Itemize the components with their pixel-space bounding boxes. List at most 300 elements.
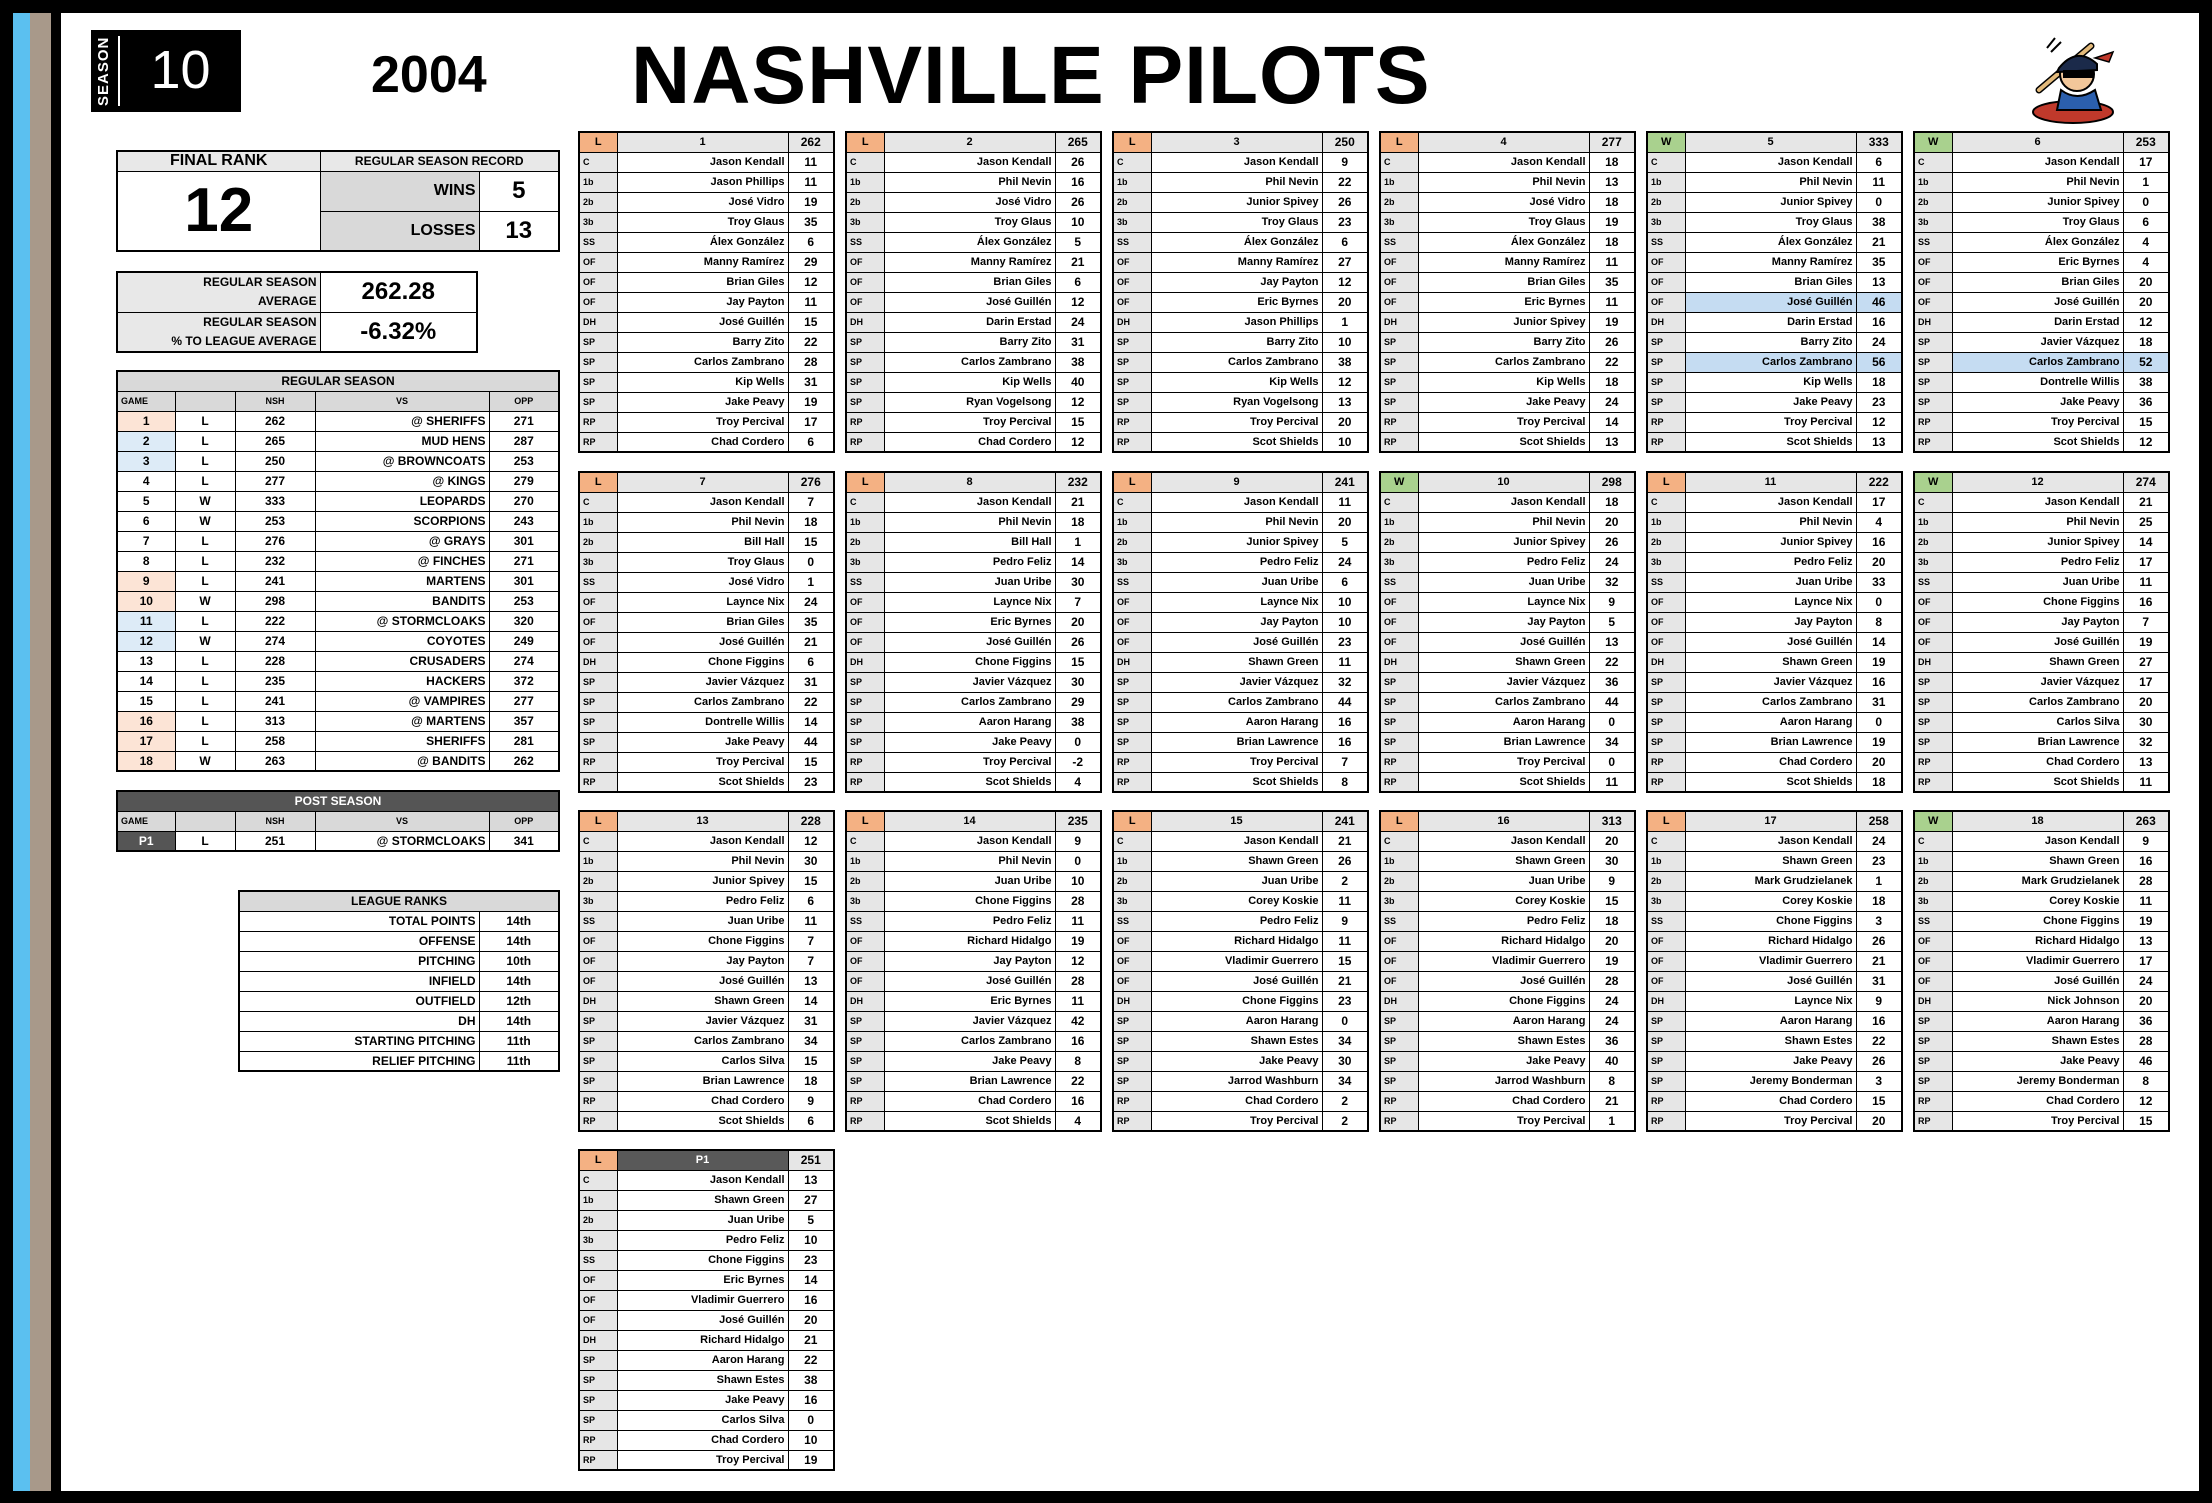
post-header-cell: NSH <box>235 811 315 831</box>
player-row <box>846 432 1101 452</box>
player-position: SP <box>1380 372 1418 392</box>
player-points: 19 <box>1856 732 1902 752</box>
player-position: SP <box>846 332 884 352</box>
scoresheet <box>61 13 2199 1491</box>
player-row <box>1113 931 1368 951</box>
game-result-badge: L <box>846 811 884 831</box>
player-position: SP <box>1380 1051 1418 1071</box>
player-position: SP <box>1647 712 1685 732</box>
player-points: 11 <box>1322 652 1368 672</box>
player-name: Chad Cordero <box>617 1091 788 1111</box>
player-name: Jake Peavy <box>617 732 788 752</box>
player-row <box>1380 372 1635 392</box>
player-name: Juan Uribe <box>1151 871 1322 891</box>
player-row <box>1914 252 2169 272</box>
player-row <box>1914 152 2169 172</box>
player-position: SS <box>1914 911 1952 931</box>
ranks-value: 14th <box>479 1011 559 1031</box>
player-name: Scot Shields <box>1685 432 1856 452</box>
player-points: 14 <box>788 1270 834 1290</box>
player-position: RP <box>1914 752 1952 772</box>
player-row <box>846 652 1101 672</box>
game-result-badge: W <box>1647 132 1685 152</box>
player-name: Jason Kendall <box>1952 492 2123 512</box>
player-points: 11 <box>788 911 834 931</box>
player-row <box>846 871 1101 891</box>
player-row <box>1914 772 2169 792</box>
player-position: RP <box>1113 772 1151 792</box>
player-position: RP <box>1113 1091 1151 1111</box>
player-points: 24 <box>1589 392 1635 412</box>
player-position: SP <box>846 672 884 692</box>
player-position: OF <box>579 252 617 272</box>
post-header-blank <box>175 811 235 831</box>
player-points: 35 <box>788 612 834 632</box>
player-points: 6 <box>788 652 834 672</box>
player-points: 52 <box>2123 352 2169 372</box>
player-row <box>1113 232 1368 252</box>
player-name: Troy Percival <box>617 412 788 432</box>
player-row <box>1647 632 1902 652</box>
player-name: Pedro Feliz <box>617 891 788 911</box>
player-points: 20 <box>2123 692 2169 712</box>
player-name: Shawn Green <box>617 991 788 1011</box>
game-total: 276 <box>788 472 834 492</box>
player-row <box>846 991 1101 1011</box>
player-row <box>579 1390 834 1410</box>
game-box-16 <box>1379 810 1636 1132</box>
player-position: 3b <box>1914 891 1952 911</box>
player-name: Carlos Zambrano <box>1418 352 1589 372</box>
player-row <box>579 332 834 352</box>
player-row <box>579 851 834 871</box>
player-points: 18 <box>2123 332 2169 352</box>
player-points: 36 <box>2123 392 2169 412</box>
player-name: Carlos Silva <box>617 1051 788 1071</box>
player-points: 20 <box>1856 1111 1902 1131</box>
player-name: Carlos Zambrano <box>1952 692 2123 712</box>
player-row <box>1647 272 1902 292</box>
player-name: Javier Vázquez <box>617 672 788 692</box>
player-position: 1b <box>846 172 884 192</box>
player-row <box>846 1111 1101 1131</box>
game-total: 298 <box>1589 472 1635 492</box>
player-position: SS <box>1113 232 1151 252</box>
player-points: 13 <box>788 971 834 991</box>
player-points: 9 <box>788 1091 834 1111</box>
reg-nsh: 262 <box>235 411 315 431</box>
player-points: 15 <box>1055 652 1101 672</box>
player-position: SP <box>579 1011 617 1031</box>
player-row <box>1380 931 1635 951</box>
player-name: Álex González <box>884 232 1055 252</box>
player-position: 2b <box>1914 871 1952 891</box>
player-position: OF <box>1914 971 1952 991</box>
reg-row <box>117 691 559 711</box>
player-row <box>1647 372 1902 392</box>
player-name: Jason Kendall <box>1418 152 1589 172</box>
player-row <box>846 772 1101 792</box>
player-row <box>1647 911 1902 931</box>
losses-value: 13 <box>479 211 559 251</box>
player-name: Carlos Silva <box>1952 712 2123 732</box>
player-position: OF <box>846 632 884 652</box>
player-position: C <box>579 1170 617 1190</box>
player-position: OF <box>1113 272 1151 292</box>
player-name: Jason Phillips <box>617 172 788 192</box>
post-nsh: 251 <box>235 831 315 851</box>
player-points: 5 <box>1055 232 1101 252</box>
player-name: Juan Uribe <box>1418 871 1589 891</box>
player-points: 14 <box>1856 632 1902 652</box>
player-position: RP <box>1113 412 1151 432</box>
player-row <box>579 672 834 692</box>
team-logo-icon <box>2021 28 2121 126</box>
player-points: 16 <box>2123 851 2169 871</box>
player-row <box>846 951 1101 971</box>
player-position: RP <box>579 412 617 432</box>
player-name: Jason Kendall <box>1685 492 1856 512</box>
player-name: Aaron Harang <box>1418 1011 1589 1031</box>
player-row <box>579 252 834 272</box>
player-position: OF <box>846 931 884 951</box>
player-row <box>846 332 1101 352</box>
player-name: Troy Percival <box>884 752 1055 772</box>
player-row <box>1380 492 1635 512</box>
player-row <box>1647 612 1902 632</box>
player-row <box>1647 851 1902 871</box>
player-row <box>579 971 834 991</box>
player-row <box>1647 392 1902 412</box>
player-points: 8 <box>2123 1071 2169 1091</box>
player-row <box>846 572 1101 592</box>
game-header-row <box>1380 811 1635 831</box>
player-name: Juan Uribe <box>884 572 1055 592</box>
player-name: Vladimir Guerrero <box>1418 951 1589 971</box>
game-box-8 <box>845 471 1102 793</box>
player-points: 1 <box>788 572 834 592</box>
player-row <box>1380 1031 1635 1051</box>
ranks-row <box>239 991 559 1011</box>
player-points: 23 <box>1322 991 1368 1011</box>
player-name: Shawn Green <box>1151 652 1322 672</box>
player-name: Aaron Harang <box>884 712 1055 732</box>
reg-result: L <box>175 471 235 491</box>
player-row <box>1647 971 1902 991</box>
player-row <box>1914 951 2169 971</box>
player-row <box>1647 891 1902 911</box>
player-position: SP <box>1380 352 1418 372</box>
player-points: 30 <box>2123 712 2169 732</box>
player-name: Jason Kendall <box>1685 152 1856 172</box>
player-points: 26 <box>1856 1051 1902 1071</box>
game-box-14 <box>845 810 1102 1132</box>
player-name: José Vidro <box>1418 192 1589 212</box>
reg-opp: 372 <box>489 671 559 691</box>
reg-result: W <box>175 511 235 531</box>
player-points: 9 <box>1055 831 1101 851</box>
player-points: 19 <box>1589 951 1635 971</box>
player-name: Álex González <box>617 232 788 252</box>
reg-result: L <box>175 531 235 551</box>
player-name: Manny Ramírez <box>884 252 1055 272</box>
player-row <box>1113 292 1368 312</box>
player-points: 14 <box>1055 552 1101 572</box>
record-label: REGULAR SEASON RECORD <box>320 151 559 171</box>
reg-game: 16 <box>117 711 175 731</box>
player-points: 7 <box>1322 752 1368 772</box>
player-name: Troy Glaus <box>1418 212 1589 232</box>
player-row <box>1647 192 1902 212</box>
player-position: OF <box>579 951 617 971</box>
game-total: 251 <box>788 1150 834 1170</box>
player-name: Barry Zito <box>884 332 1055 352</box>
player-row <box>1914 572 2169 592</box>
player-points: 1 <box>1589 1111 1635 1131</box>
player-position: OF <box>1914 612 1952 632</box>
player-position: SP <box>1914 1071 1952 1091</box>
player-row <box>579 212 834 232</box>
game-box-18 <box>1913 810 2170 1132</box>
player-position: RP <box>579 772 617 792</box>
player-position: SS <box>579 232 617 252</box>
player-row <box>1380 911 1635 931</box>
player-name: Ryan Vogelsong <box>1151 392 1322 412</box>
reg-result: W <box>175 631 235 651</box>
player-position: SS <box>1914 232 1952 252</box>
player-name: Juan Uribe <box>1151 572 1322 592</box>
game-total: 262 <box>788 132 834 152</box>
player-points: 11 <box>1055 991 1101 1011</box>
player-position: C <box>1113 152 1151 172</box>
player-row <box>579 352 834 372</box>
player-position: 2b <box>1380 192 1418 212</box>
player-name: Pedro Feliz <box>1151 911 1322 931</box>
player-position: 2b <box>579 192 617 212</box>
player-row <box>1113 352 1368 372</box>
player-row <box>1380 152 1635 172</box>
player-points: 19 <box>2123 911 2169 931</box>
game-header-row <box>846 132 1101 152</box>
reg-result: L <box>175 711 235 731</box>
player-position: DH <box>579 652 617 672</box>
player-name: Junior Spivey <box>1151 532 1322 552</box>
player-name: Álex González <box>1418 232 1589 252</box>
player-position: SP <box>579 1031 617 1051</box>
player-points: 14 <box>2123 532 2169 552</box>
player-row <box>1647 212 1902 232</box>
player-row <box>1647 492 1902 512</box>
player-row <box>579 712 834 732</box>
ranks-value: 14th <box>479 911 559 931</box>
player-points: 13 <box>2123 752 2169 772</box>
player-points: 0 <box>788 1410 834 1430</box>
player-points: 20 <box>1322 292 1368 312</box>
player-row <box>579 192 834 212</box>
player-name: Laynce Nix <box>884 592 1055 612</box>
player-name: Jake Peavy <box>1685 392 1856 412</box>
player-points: 26 <box>1055 632 1101 652</box>
player-name: Chone Figgins <box>1952 911 2123 931</box>
player-row <box>1914 552 2169 572</box>
player-row <box>1914 332 2169 352</box>
player-position: 3b <box>846 891 884 911</box>
player-points: 12 <box>1055 951 1101 971</box>
player-name: Phil Nevin <box>1952 172 2123 192</box>
player-points: 16 <box>1856 672 1902 692</box>
player-name: Shawn Estes <box>617 1370 788 1390</box>
player-position: SP <box>579 712 617 732</box>
player-position: SS <box>579 911 617 931</box>
player-position: 2b <box>1380 871 1418 891</box>
game-total: 241 <box>1322 811 1368 831</box>
player-name: Juan Uribe <box>617 911 788 931</box>
ranks-category: TOTAL POINTS <box>239 911 479 931</box>
player-name: Aaron Harang <box>617 1350 788 1370</box>
player-points: 20 <box>1589 831 1635 851</box>
reg-nsh: 258 <box>235 731 315 751</box>
game-result-badge: L <box>1647 472 1685 492</box>
player-name: Brian Giles <box>617 272 788 292</box>
player-name: Eric Byrnes <box>1418 292 1589 312</box>
player-points: 18 <box>1856 372 1902 392</box>
player-name: Chad Cordero <box>617 432 788 452</box>
player-row <box>1113 272 1368 292</box>
player-points: 19 <box>788 192 834 212</box>
player-name: José Guillén <box>1952 971 2123 991</box>
player-name: Javier Vázquez <box>617 1011 788 1031</box>
player-position: 3b <box>579 1230 617 1250</box>
avg-label-line2: AVERAGE <box>258 294 317 309</box>
player-name: Jake Peavy <box>617 392 788 412</box>
reg-opp: 301 <box>489 531 559 551</box>
player-points: 22 <box>1589 652 1635 672</box>
player-points: 12 <box>2123 1091 2169 1111</box>
player-row <box>1113 991 1368 1011</box>
game-result-badge: L <box>846 472 884 492</box>
player-position: OF <box>579 632 617 652</box>
player-points: 21 <box>2123 492 2169 512</box>
reg-row <box>117 451 559 471</box>
player-name: Aaron Harang <box>1952 1011 2123 1031</box>
player-name: Junior Spivey <box>1418 532 1589 552</box>
game-total: 235 <box>1055 811 1101 831</box>
player-row <box>1647 1111 1902 1131</box>
player-row <box>1380 851 1635 871</box>
reg-game: 7 <box>117 531 175 551</box>
reg-opponent: @ BROWNCOATS <box>315 451 489 471</box>
player-position: RP <box>579 1111 617 1131</box>
player-position: 1b <box>1113 512 1151 532</box>
player-name: Phil Nevin <box>1685 172 1856 192</box>
player-points: 0 <box>788 552 834 572</box>
player-position: 3b <box>1647 552 1685 572</box>
ranks-value: 12th <box>479 991 559 1011</box>
player-position: OF <box>1380 252 1418 272</box>
player-row <box>579 152 834 172</box>
game-box-12 <box>1913 471 2170 793</box>
player-points: 42 <box>1055 1011 1101 1031</box>
player-position: SP <box>1647 1051 1685 1071</box>
ranks-category: STARTING PITCHING <box>239 1031 479 1051</box>
game-number: 8 <box>884 472 1055 492</box>
player-position: SP <box>579 372 617 392</box>
player-position: SP <box>846 692 884 712</box>
player-points: 18 <box>1589 232 1635 252</box>
player-position: RP <box>1914 1091 1952 1111</box>
season-number: 10 <box>150 40 211 100</box>
player-row <box>1113 212 1368 232</box>
player-position: 2b <box>1113 871 1151 891</box>
player-row <box>1914 392 2169 412</box>
player-points: 11 <box>788 152 834 172</box>
player-points: 20 <box>1322 512 1368 532</box>
player-row <box>1113 372 1368 392</box>
player-position: SP <box>1113 1011 1151 1031</box>
game-number: 15 <box>1151 811 1322 831</box>
player-name: José Vidro <box>884 192 1055 212</box>
player-position: 3b <box>579 891 617 911</box>
player-row <box>1380 672 1635 692</box>
game-total: 277 <box>1589 132 1635 152</box>
player-name: Vladimir Guerrero <box>1151 951 1322 971</box>
player-name: Aaron Harang <box>1685 712 1856 732</box>
player-position: SP <box>1647 1011 1685 1031</box>
player-points: 5 <box>788 1210 834 1230</box>
player-name: Jason Kendall <box>884 152 1055 172</box>
player-row <box>1113 1111 1368 1131</box>
player-position: SP <box>1113 392 1151 412</box>
player-points: 14 <box>788 712 834 732</box>
player-points: 4 <box>1055 772 1101 792</box>
player-position: C <box>846 492 884 512</box>
player-position: SP <box>1647 692 1685 712</box>
reg-opponent: @ KINGS <box>315 471 489 491</box>
reg-game: 15 <box>117 691 175 711</box>
average-panel <box>116 271 478 353</box>
player-position: OF <box>1113 951 1151 971</box>
ranks-category: OFFENSE <box>239 931 479 951</box>
game-number: 13 <box>617 811 788 831</box>
player-position: SP <box>1914 372 1952 392</box>
player-row <box>1113 1091 1368 1111</box>
player-row <box>846 931 1101 951</box>
game-total: 253 <box>2123 132 2169 152</box>
game-header-row <box>579 1150 834 1170</box>
player-name: Brian Lawrence <box>1952 732 2123 752</box>
player-name: Chad Cordero <box>1952 752 2123 772</box>
player-points: 38 <box>2123 372 2169 392</box>
player-name: Troy Glaus <box>1151 212 1322 232</box>
player-points: 6 <box>788 432 834 452</box>
player-position: OF <box>1380 612 1418 632</box>
player-points: 11 <box>1322 931 1368 951</box>
player-points: 15 <box>1856 1091 1902 1111</box>
player-position: 2b <box>1647 871 1685 891</box>
player-name: Álex González <box>1685 232 1856 252</box>
player-row <box>1113 971 1368 991</box>
player-name: Eric Byrnes <box>617 1270 788 1290</box>
game-box-6 <box>1913 131 2170 453</box>
player-row <box>846 392 1101 412</box>
player-row <box>846 352 1101 372</box>
player-name: Jason Kendall <box>1151 492 1322 512</box>
player-points: 31 <box>1856 971 1902 991</box>
player-points: 31 <box>1856 692 1902 712</box>
player-position: OF <box>1113 612 1151 632</box>
wins-value: 5 <box>479 171 559 211</box>
player-points: 0 <box>1055 732 1101 752</box>
